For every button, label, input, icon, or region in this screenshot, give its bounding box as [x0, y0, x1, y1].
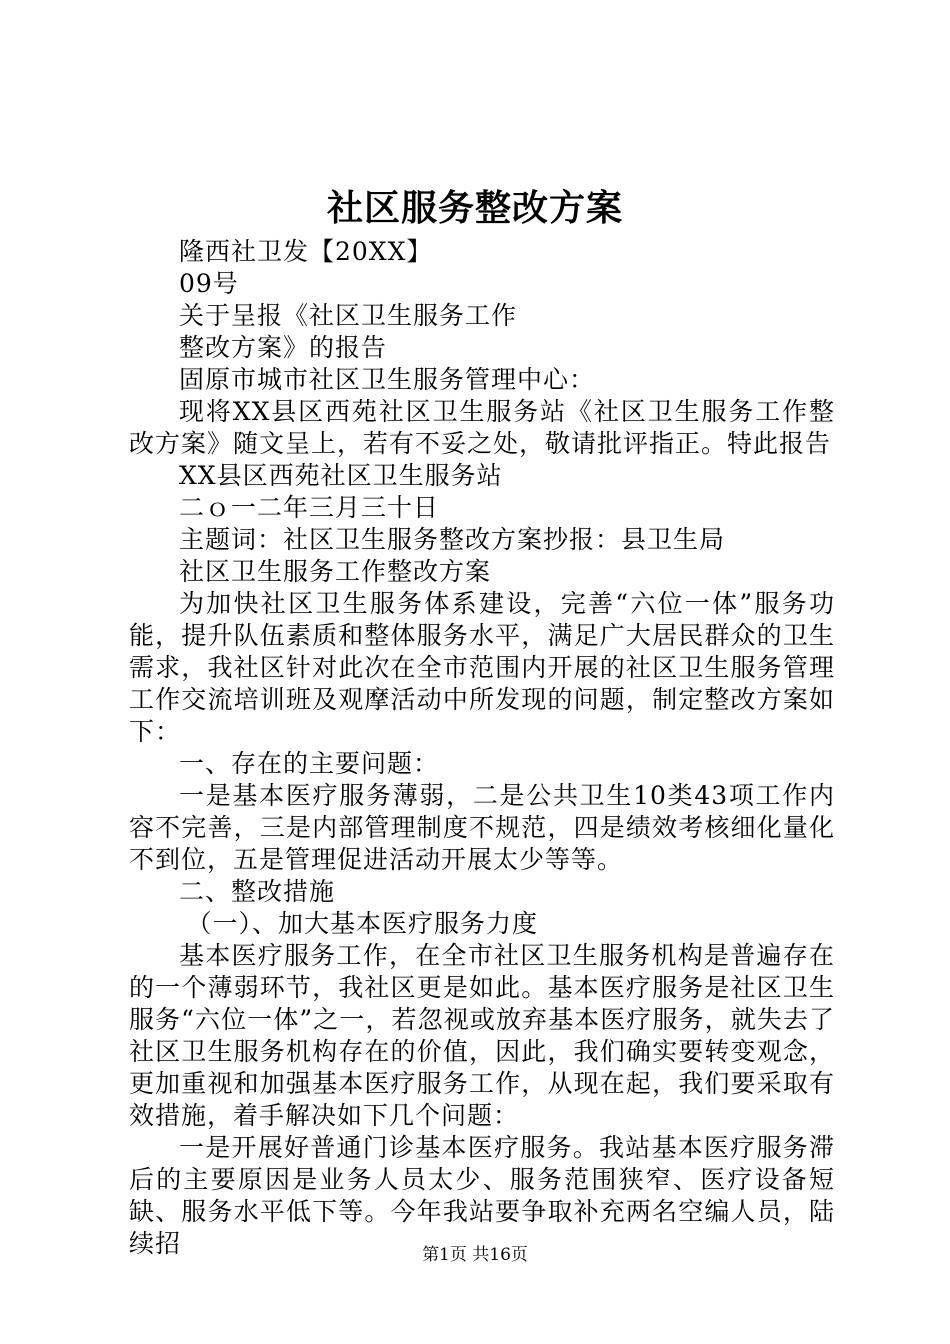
- doc-number-suffix: 09号: [179, 269, 239, 298]
- document-title: 社区服务整改方案: [326, 187, 623, 229]
- intro-paragraph: 为加快社区卫生服务体系建设，完善“六位一体”服务功能，提升队伍素质和整体服务水平，满足广大居民群众的卫生需求，我社区针对此次在全市范围内开展的社区卫生服务管理工作交流培训班及观摩活动中所发现的问题，制定整改方案如下：: [129, 589, 835, 746]
- submission-paragraph: 现将XX县区西苑社区卫生服务站《社区卫生服务工作整改方案》随文呈上，若有不妥之处，敬请批评指正。特此报告: [129, 397, 835, 458]
- report-subject-line-1: 关于呈报《社区卫生服务工作: [179, 301, 518, 330]
- plan-heading: 社区卫生服务工作整改方案: [179, 557, 492, 586]
- outpatient-paragraph: 一是开展好普通门诊基本医疗服务。我站基本医疗服务滞后的主要原因是业务人员太少、服务范围狭窄、医疗设备短缺、服务水平低下等。今年我站要争取补充两名空编人员，陆续招: [129, 1133, 835, 1258]
- report-subject-line-2: 整改方案》的报告: [179, 333, 388, 362]
- doc-number-line: 隆西社卫发【20XX】: [179, 237, 433, 266]
- subsection-heading-1: （一）、加大基本医疗服务力度: [186, 909, 539, 938]
- document-body: [129, 236, 835, 1260]
- section-heading-measures: 二、整改措施: [179, 877, 336, 906]
- date-line: 二ｏ一二年三月三十日: [179, 493, 440, 522]
- section-heading-problems: 一、存在的主要问题：: [179, 749, 440, 778]
- sender-line: XX县区西苑社区卫生服务站: [179, 461, 503, 490]
- page-footer: 第1页 共16页: [422, 1245, 528, 1265]
- keywords-line: 主题词：社区卫生服务整改方案抄报：县卫生局: [179, 525, 726, 554]
- recipient-line: 固原市城市社区卫生服务管理中心：: [179, 365, 596, 394]
- problems-paragraph: 一是基本医疗服务薄弱，二是公共卫生10类43项工作内容不完善，三是内部管理制度不规范，四是绩效考核细化量化不到位，五是管理促进活动开展太少等等。: [129, 781, 835, 874]
- basic-medical-paragraph: 基本医疗服务工作，在全市社区卫生服务机构是普遍存在的一个薄弱环节，我社区更是如此。基本医疗服务是社区卫生服务“六位一体”之一，若忽视或放弃基本医疗服务，就失去了社区卫生服务机构存在的价值，因此，我们确实要转变观念，更加重视和加强基本医疗服务工作，从现在起，我们要采取有效措施，着手解决如下几个问题：: [129, 941, 835, 1130]
